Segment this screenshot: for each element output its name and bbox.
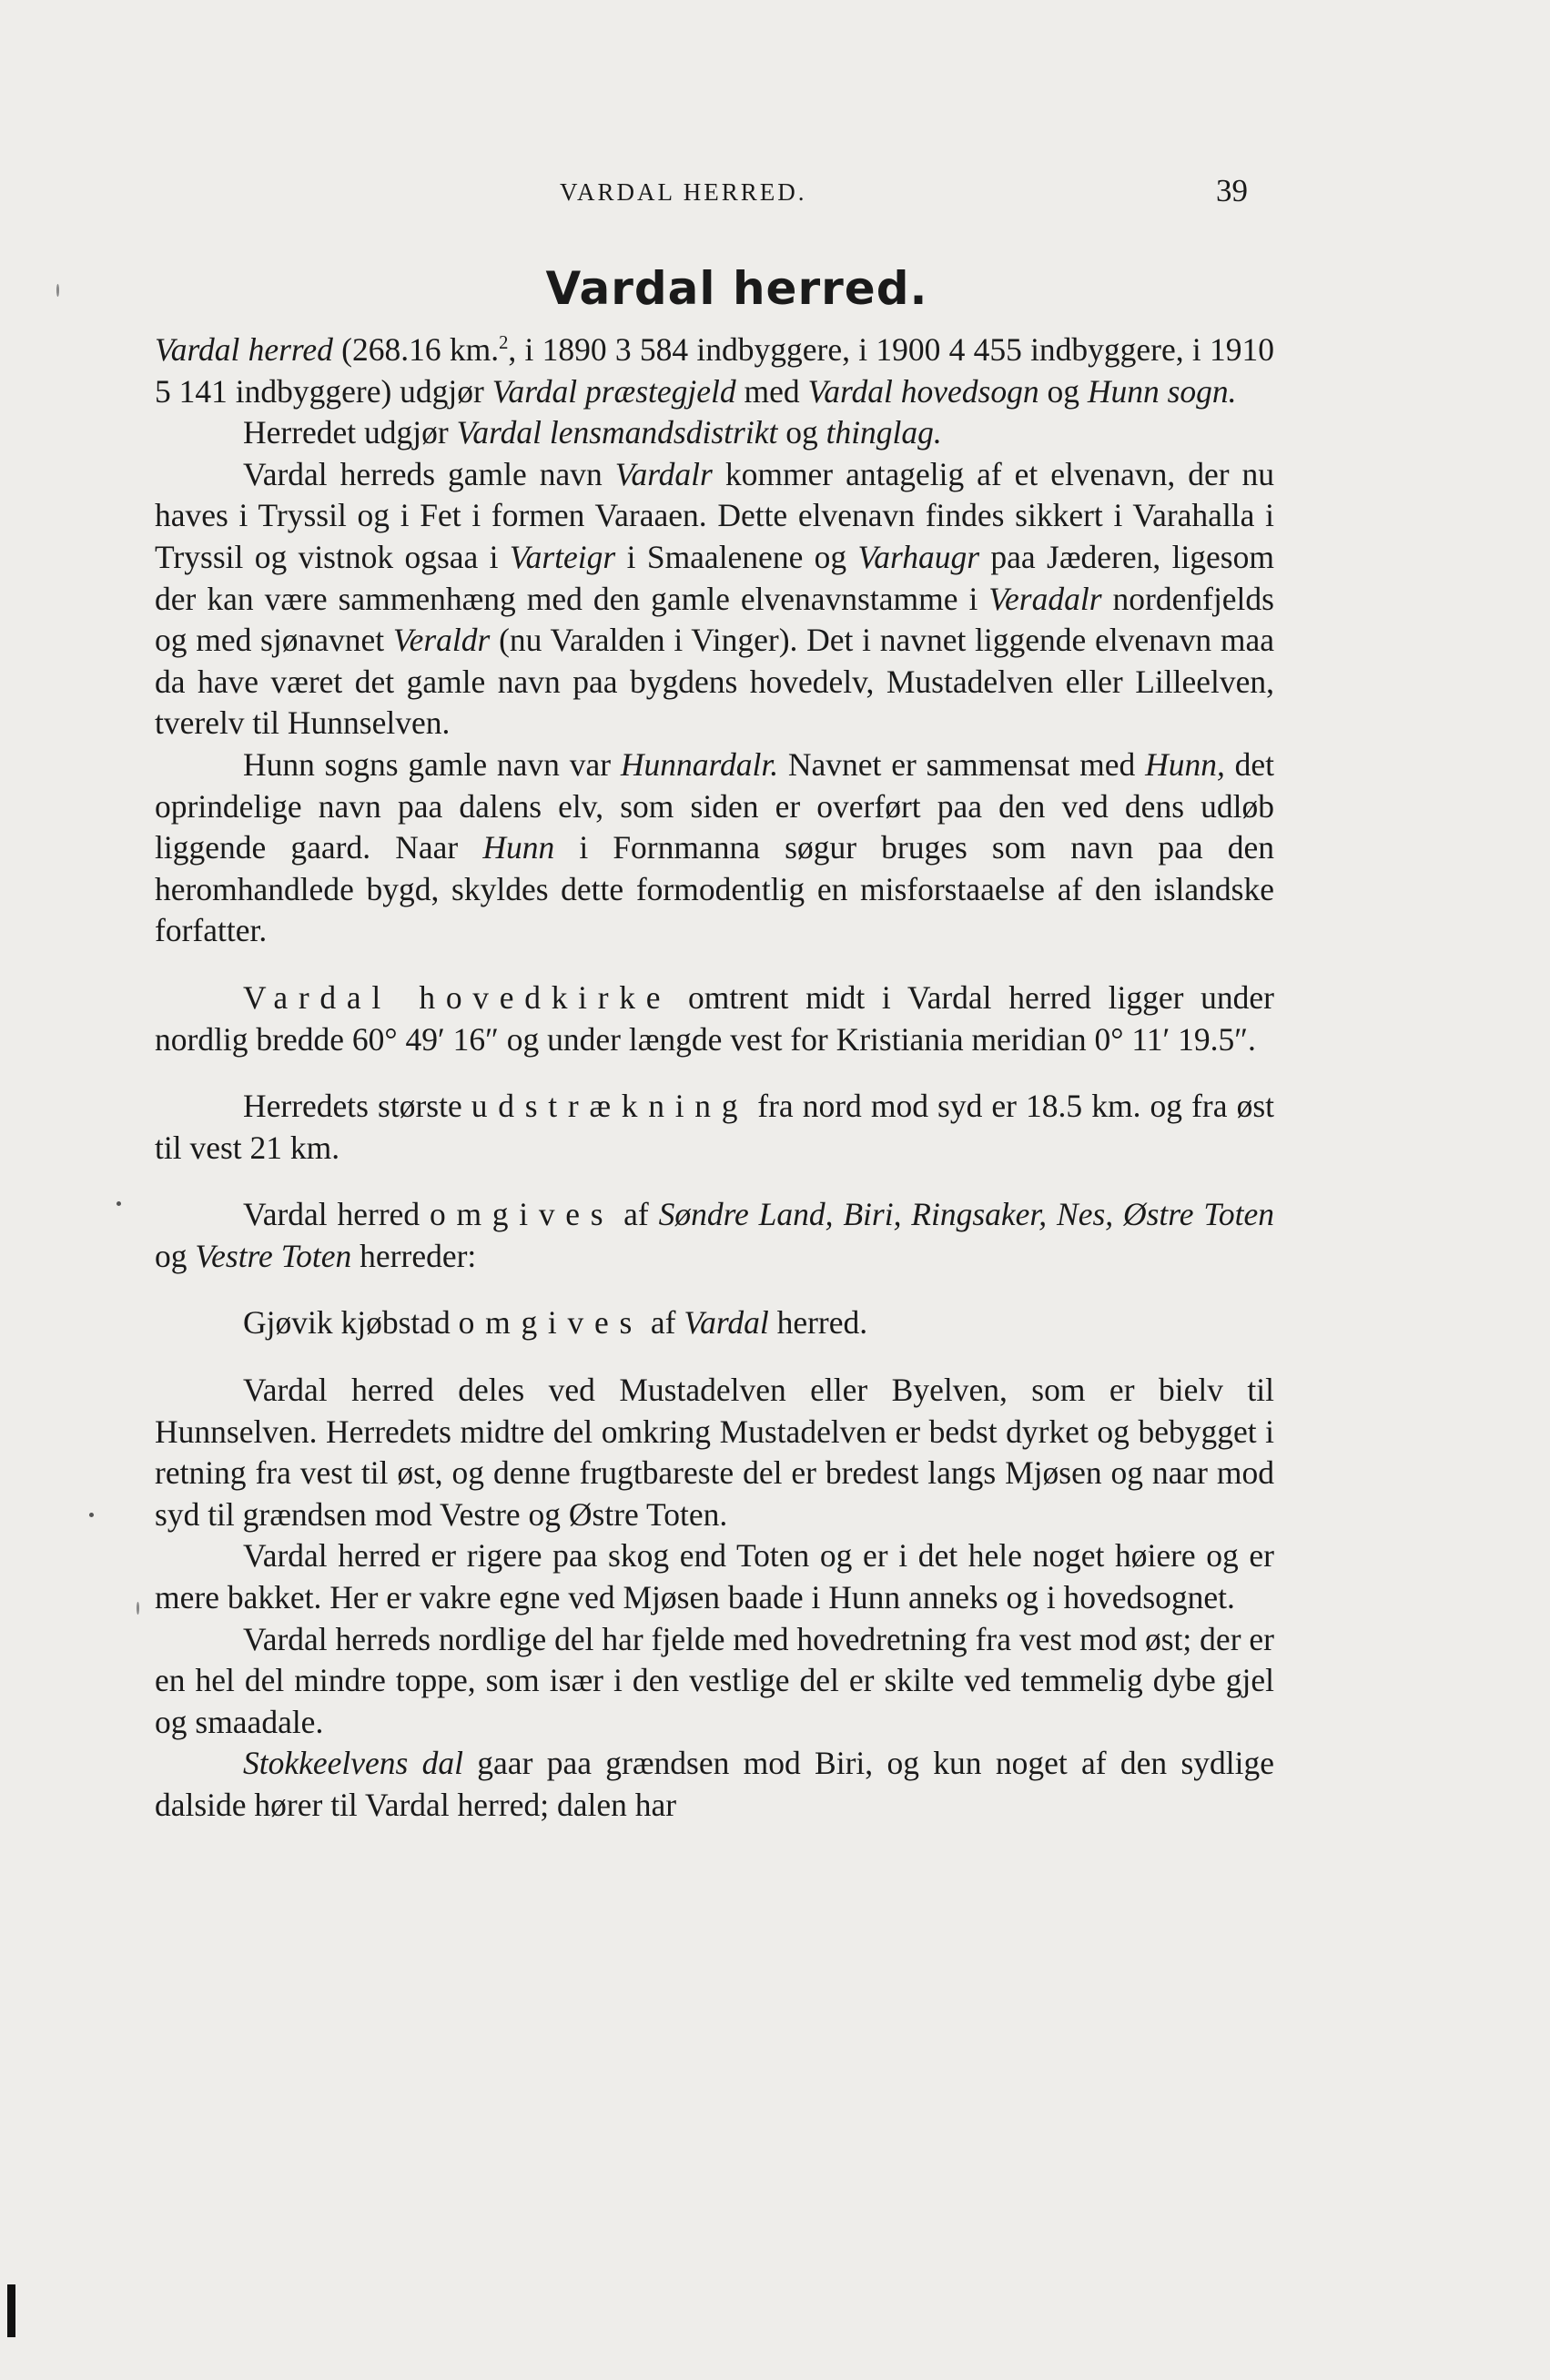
text-run: med [735, 372, 808, 410]
superscript: 2 [499, 333, 509, 354]
text-run: Gjøvik kjøbstad [243, 1304, 459, 1342]
emphasis: Veraldr [392, 622, 491, 659]
text-run: fra nord mod syd er 18.5 km. og fra øst til vest 21 km. [155, 1088, 1274, 1166]
emphasis: Varhaugr [857, 538, 980, 575]
text-run: og [1038, 372, 1088, 410]
paragraph-11: Vardal herreds nordlige del har fjelde med hovedretning fra vest mod øst; der er en hel del mindre toppe, som især i den vestlige del er skilte ved temmelig dybe gjel og smaadale. [155, 1620, 1274, 1740]
paragraph-10: Vardal herred er rigere paa skog end Toten og er i det hele noget høiere og er mere bakket. Her er vakre egne ved Mjøsen baade i Hunn anneks og i hovedsognet. [155, 1537, 1274, 1616]
page-heading: Vardal herred. [545, 262, 928, 315]
running-head [0, 173, 1550, 215]
text-run: Vardal herred [243, 1196, 430, 1233]
text-run: kommer antagelig af et elvenavn, der nu haves i Tryssil og i Fet i formen Varaaen. Dette elvenavn findes sikkert i Varahalla i Tryssil og vistnok ogsaa i [155, 455, 1274, 575]
paragraph-2 [155, 412, 1274, 454]
emphasis: Vestre Toten [195, 1237, 352, 1274]
emphasis: Hunn sogn. [1087, 372, 1237, 410]
text-run: (268.16 km. [332, 331, 500, 368]
text-run: i Smaalenene og [615, 538, 858, 575]
paragraph-4 [155, 744, 1274, 952]
paragraph-7 [155, 1194, 1274, 1277]
spaced-term: omgives [429, 1196, 614, 1233]
page-number: 39 [1216, 173, 1248, 208]
text-run: (nu Varalden i Vinger). Det i navnet liggende elvenavn maa da have været det gamle navn paa bygdens hovedelv, Mustadelven eller Lilleelven, tverelv til Hunnselven. [155, 622, 1274, 742]
emphasis: Hunnardalr. [620, 745, 779, 783]
paragraph-3 [155, 454, 1274, 744]
emphasis: Hunn [482, 829, 555, 866]
text-run: omtrent midt i Vardal herred ligger under nordlig bredde 60° 49′ 16″ og under længde vest for Kristiania meridian 0° 11′ 19.5″. [155, 978, 1274, 1058]
text-run: Herredets største [243, 1088, 471, 1125]
paper-speck [117, 1201, 121, 1206]
emphasis: Vardal lensmandsdistrikt [456, 414, 778, 451]
text-run: Herredet udgjør [243, 414, 457, 451]
emphasis: Stokkeelvens dal [243, 1745, 463, 1782]
text-run: i Fornmanna søgur bruges som navn paa den heromhandlede bygd, skyldes dette formodentlig en misforstaaelse af den islandske forfatter. [155, 829, 1275, 949]
text-run: Hunn sogns gamle navn var [243, 745, 621, 783]
paragraph-1 [155, 329, 1274, 412]
emphasis: Hunn, [1145, 745, 1225, 783]
body-text [155, 329, 1274, 1827]
emphasis: Vardal præstegjeld [491, 372, 736, 410]
running-title: VARDAL HERRED. [560, 178, 807, 206]
emphasis: Vardal hovedsogn [807, 372, 1039, 410]
paper-speck [137, 1602, 139, 1615]
paragraph-12 [155, 1743, 1274, 1826]
text-run: herred. [768, 1304, 868, 1342]
spaced-term: Vardal hovedkirke [243, 978, 672, 1016]
paper-speck [89, 1513, 94, 1517]
emphasis: Varteigr [509, 538, 616, 575]
emphasis: Veradalr [988, 580, 1102, 617]
text-run: Vardal herreds gamle navn [243, 455, 615, 492]
emphasis: Søndre Land, Biri, Ringsaker, Nes, Østre Toten [658, 1196, 1274, 1233]
text-run: af [642, 1304, 684, 1342]
text-run: det oprindelige navn paa dalens elv, som siden er overført paa den ved dens udløb liggende gaard. Naar [155, 745, 1274, 866]
spaced-term: omgives [458, 1304, 643, 1342]
paragraph-9: Vardal herred deles ved Mustadelven eller Byelven, som er bielv til Hunnselven. Herredets midtre del omkring Mustadelven er bedst dyrket og bebygget i retning fra vest til øst, og denne frugtbareste del er bredest langs Mjøsen og naar mod syd til grændsen mod Vestre og Østre Toten. [155, 1372, 1274, 1533]
text-run: og [155, 1237, 196, 1274]
text-run: nordenfjelds og med sjønavnet [155, 580, 1274, 659]
text-run: og [777, 414, 826, 451]
text-run: Navnet er sammensat med [778, 745, 1146, 783]
spaced-term: udstrækning [471, 1088, 749, 1125]
paragraph-5 [155, 977, 1274, 1060]
binding-edge-mark [7, 2284, 15, 2337]
paragraph-6 [155, 1086, 1274, 1169]
emphasis: thinglag. [826, 414, 942, 451]
text-run: af [613, 1196, 659, 1233]
emphasis: Vardal herred [155, 331, 333, 368]
text-run: paa Jæderen, ligesom der kan være sammenhæng med den gamle elvenavnstamme i [155, 538, 1274, 617]
text-run: , i 1890 3 584 indbyggere, i 1900 4 455 indbyggere, i 1910 5 141 indbyggere) udgjør [155, 331, 1274, 410]
text-run: gaar paa grændsen mod Biri, og kun noget af den sydlige dalside hører til Vardal herred; dalen har [155, 1745, 1274, 1823]
paper-speck [56, 284, 59, 297]
emphasis: Vardal [684, 1304, 769, 1342]
text-run: herreder: [351, 1237, 477, 1274]
paragraph-8 [155, 1302, 1274, 1344]
emphasis: Vardalr [614, 455, 713, 492]
